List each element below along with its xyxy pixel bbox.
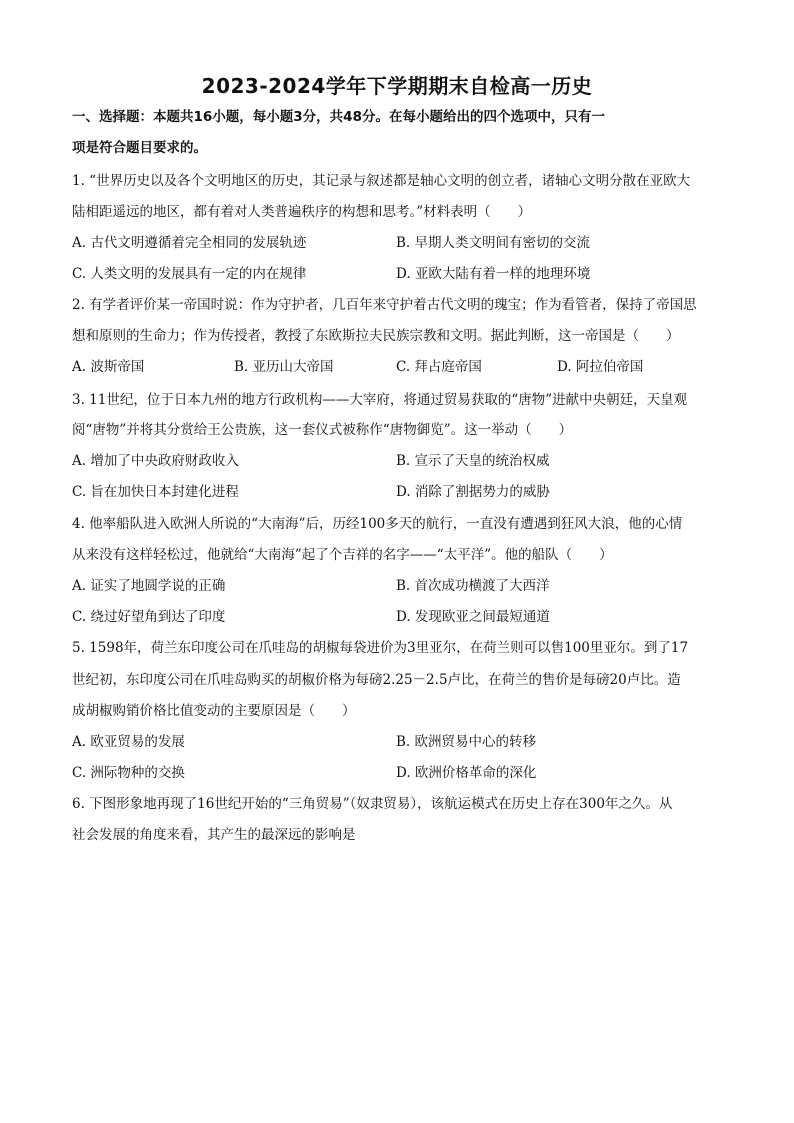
question-3-option-a: A. 增加了中央政府财政收入 — [72, 453, 239, 469]
question-5-option-b: B. 欧洲贸易中心的转移 — [396, 734, 537, 750]
question-4-option-b: B. 首次成功横渡了大西洋 — [396, 578, 550, 594]
section-heading — [72, 102, 724, 164]
question-6-line-1: 6. 下图形象地再现了16世纪开始的“三角贸易”（奴隶贸易），该航运模式在历史上存在300年之久。从 — [72, 796, 673, 812]
question-4-option-d: D. 发现欧亚之间最短通道 — [396, 609, 550, 625]
question-4-line-2: 从来没有这样轻松过，他就给“大南海”起了个吉祥的名字——“太平洋”。他的船队（ ） — [72, 547, 613, 563]
question-6-line-2: 社会发展的角度来看，其产生的最深远的影响是 — [72, 827, 356, 843]
question-3-line-2: 阅“唐物”并将其分赏给王公贵族，这一套仪式被称作“唐物御览”。这一举动（ ） — [72, 422, 573, 438]
question-5-option-a: A. 欧亚贸易的发展 — [72, 734, 185, 750]
question-1-option-b: B. 早期人类文明间有密切的交流 — [396, 235, 591, 251]
question-5-option-d: D. 欧洲价格革命的深化 — [396, 765, 537, 781]
question-5-line-1: 5. 1598年，荷兰东印度公司在爪哇岛的胡椒每袋进价为3里亚尔，在荷兰则可以售100里亚尔。到了17 — [72, 640, 689, 656]
question-1-option-d: D. 亚欧大陆有着一样的地理环境 — [396, 266, 591, 282]
question-3-option-d: D. 消除了割据势力的威胁 — [396, 484, 550, 500]
question-2-option-c: C. 拜占庭帝国 — [396, 359, 482, 375]
question-4-option-c: C. 绕过好望角到达了印度 — [72, 609, 226, 625]
question-2-option-d: D. 阿拉伯帝国 — [557, 359, 644, 375]
question-2-option-b: B. 亚历山大帝国 — [234, 359, 334, 375]
question-3-option-c: C. 旨在加快日本封建化进程 — [72, 484, 239, 500]
section-heading-line-1: 一、选择题：本题共16小题，每小题3分，共48分。在每小题给出的四个选项中，只有一 — [72, 109, 605, 125]
question-4-line-1: 4. 他率船队进入欧洲人所说的“大南海”后，历经100多天的航行，一直没有遭遇到狂风大浪，他的心情 — [72, 516, 683, 532]
question-2-line-1: 2. 有学者评价某一帝国时说：作为守护者，几百年来守护着古代文明的瑰宝；作为看管者，保持了帝国思 — [72, 297, 697, 313]
question-2-option-a: A. 波斯帝国 — [72, 359, 145, 375]
question-1-line-1: 1. “世界历史以及各个文明地区的历史，其记录与叙述都是轴心文明的创立者，诸轴心文明分散在亚欧大 — [72, 173, 691, 189]
question-5-line-3: 成胡椒购销价格比值变动的主要原因是（ ） — [72, 703, 356, 719]
question-1-line-2: 陆相距遥远的地区，都有着对人类普遍秩序的构想和思考。”材料表明（ ） — [72, 204, 532, 220]
question-5-option-c: C. 洲际物种的交换 — [72, 765, 185, 781]
question-3-option-b: B. 宣示了天皇的统治权威 — [396, 453, 550, 469]
question-1-option-c: C. 人类文明的发展具有一定的内在规律 — [72, 266, 307, 282]
question-1-option-a: A. 古代文明遵循着完全相同的发展轨迹 — [72, 235, 307, 251]
question-2-line-2: 想和原则的生命力；作为传授者，教授了东欧斯拉夫民族宗教和文明。据此判断，这一帝国是（ ） — [72, 328, 680, 344]
section-heading-line-2: 项是符合题目要求的。 — [72, 140, 207, 156]
exam-title: 2023-2024学年下学期期末自检高一历史 — [201, 74, 593, 98]
question-5-line-2: 世纪初，东印度公司在爪哇岛购买的胡椒价格为每磅2.25－2.5卢比，在荷兰的售价是每磅20卢比。造 — [72, 672, 681, 688]
question-4-option-a: A. 证实了地圆学说的正确 — [72, 578, 226, 594]
question-3-line-1: 3. 11世纪，位于日本九州的地方行政机构——大宰府，将通过贸易获取的“唐物”进献中央朝廷，天皇观 — [72, 392, 688, 408]
